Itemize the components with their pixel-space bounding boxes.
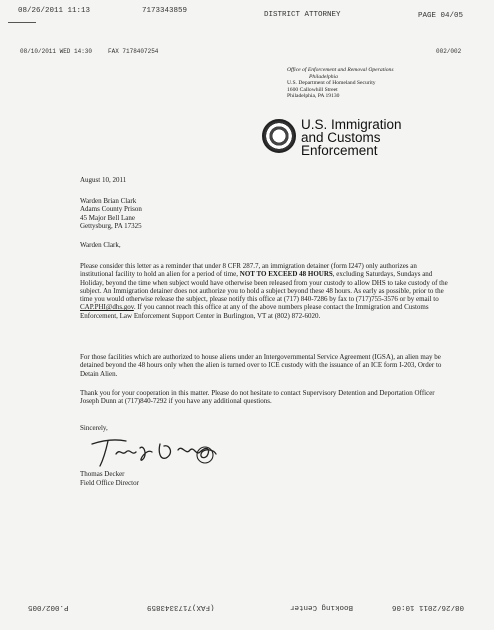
office-line-5: Philadelphia, PA 19130: [287, 93, 340, 100]
fax-second-datetime: 08/10/2011 WED 14:30: [20, 48, 93, 55]
recipient-line: 45 Major Bell Lane: [80, 213, 136, 222]
paragraph-thanks: Thank you for your cooperation in this matter. Please do not hesitate to contact Supervisory Detention and Deportation Officer Joseph Dunn at (717)840-7292 if you have any additional questions.: [80, 389, 435, 406]
fax-header-sender: DISTRICT ATTORNEY: [264, 11, 341, 19]
letter-date: August 10, 2011: [80, 176, 127, 184]
agency-brand: [301, 118, 402, 157]
recipient-address: [80, 197, 142, 230]
para1-email-link[interactable]: CAP.PHI@dhs.gov: [80, 303, 134, 312]
fax-footer-datetime-inverted: 08/26/2011 10:06: [392, 603, 465, 611]
salutation: Warden Clark,: [80, 241, 121, 249]
fax-header-datetime: 08/26/2011 11:13: [18, 7, 91, 15]
office-line-1: Office of Enforcement and Removal Operations: [287, 67, 394, 73]
recipient-line: Adams County Prison: [80, 205, 142, 214]
recipient-line: Gettysburg, PA 17325: [80, 221, 142, 230]
para1-text-b: , excluding Saturdays, Sundays and Holiday, beyond the time when subject would have otherwise been released from your custody to allow DHS to take custody of the subject. An Immigration detainer does not authorize you to hold a subject beyond these 48 hours. As early as possible, prior to the time you would otherwise release the subject, please notify this office at (717) 840-7286 by fax to (717)755-3576 or by email to: [80, 270, 448, 304]
fax-header-dash: [8, 22, 36, 23]
fax-second-number: FAX 7178407254: [108, 48, 159, 55]
fax-footer-center-inverted: Booking Center: [290, 603, 354, 611]
dhs-seal-icon: [262, 119, 296, 153]
brand-line-1: U.S. Immigration: [301, 117, 402, 132]
office-line-2: Philadelphia: [309, 73, 338, 80]
para1-text-a: Please consider this letter as a reminder that under 8 CFR 287.7, an immigration detainer (form I247) only authorizes an institutional facility to hold an alien for a period of time,: [80, 262, 417, 279]
para1-text-c: . If you cannot reach this office at any of the above numbers please contact the Immigration and Customs Enforcement, Law Enforcement Support Center in Burlington, VT at (802) 872-6020.: [80, 303, 429, 320]
signer-name: Thomas Decker: [80, 470, 125, 478]
closing: Sincerely,: [80, 424, 108, 432]
brand-line-2: and Customs: [301, 130, 381, 145]
office-address-block: [287, 67, 437, 100]
fax-second-page: 002/002: [436, 48, 462, 55]
fax-header-page: PAGE 04/05: [418, 12, 464, 20]
fax-header-phone: 7173343859: [142, 7, 188, 15]
office-line-3: U.S. Department of Homeland Security: [287, 80, 376, 87]
handwritten-signature: [86, 434, 220, 472]
paragraph-igsa: For those facilities which are authorized to house aliens under an Intergovernmental Service Agreement (IGSA), an alien may be detained beyond the 48 hours only when the alien is turned over to ICE custody with the issuance of an ICE form I-203, Order to Detain Alien.: [80, 353, 442, 378]
fax-footer-page-inverted: P.002/005: [28, 603, 69, 611]
signer-title: Field Office Director: [80, 479, 139, 487]
office-line-4: 1600 Callowhill Street: [287, 86, 338, 93]
fax-footer-fax-inverted: (FAX)7173343859: [147, 603, 215, 611]
brand-line-3: Enforcement: [301, 143, 378, 158]
paragraph-detainer-reminder: [80, 262, 448, 320]
recipient-line: Warden Brian Clark: [80, 197, 137, 205]
para1-bold-limit: NOT TO EXCEED 48 HOURS: [239, 270, 333, 279]
